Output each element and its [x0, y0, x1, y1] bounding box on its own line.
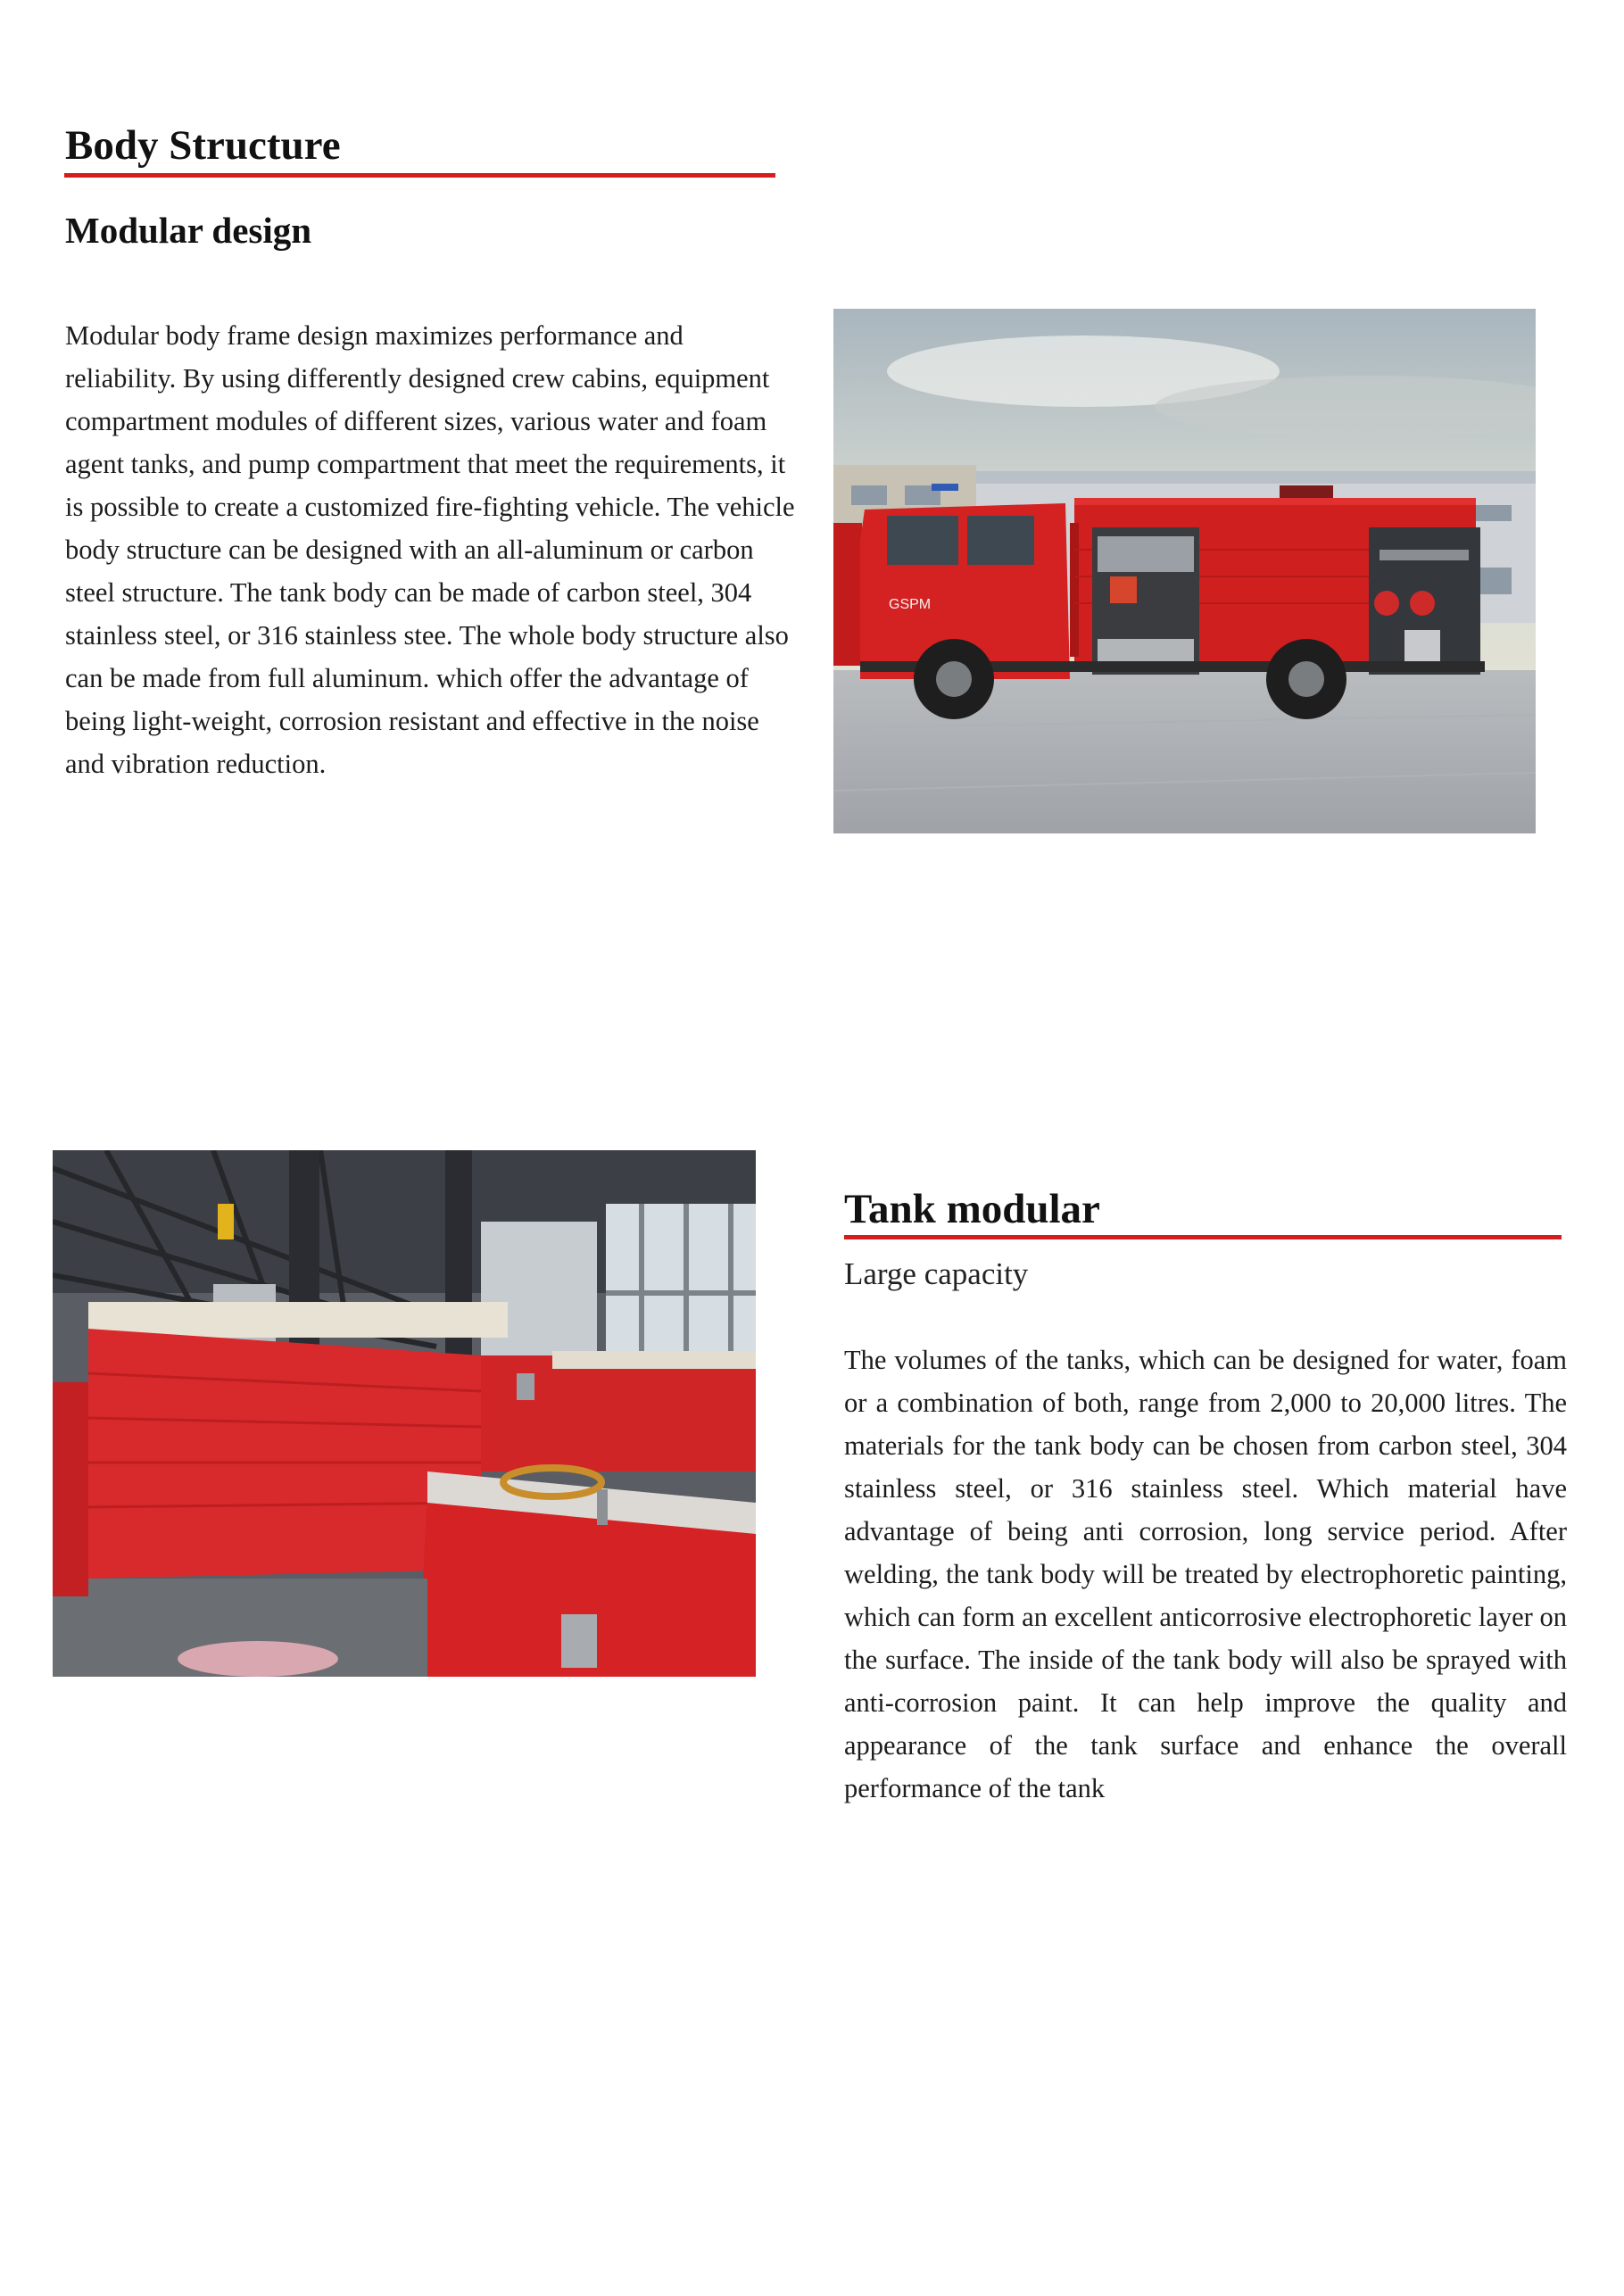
- section-title-tank-modular: Tank modular: [844, 1186, 1100, 1232]
- section-body-text: Modular body frame design maximizes performance and reliability. By using differently designed crew cabins, equipment compartment modules of different sizes, various water and foam agent tanks, and pump compartment that meet the requirements, it is possible to create a customized fire-fighting vehicle. The vehicle body structure can be designed with an all-aluminum or carbon steel structure. The tank body can be made of carbon steel, 304 stainless steel, or 316 stainless stee. The whole body structure also can be made from full aluminum. which offer the advantage of being light-weight, corrosion resistant and effective in the noise and vibration reduction.: [65, 320, 795, 779]
- door-lettering: GSPM: [889, 597, 932, 612]
- fire-truck-photo: [833, 309, 1536, 833]
- section-title-body-structure: Body Structure: [65, 122, 341, 169]
- tank-modules-photo: [53, 1150, 756, 1677]
- section-subtitle-modular-design: Modular design: [65, 210, 312, 251]
- tank-body-text: The volumes of the tanks, which can be designed for water, foam or a combination of both, range from 2,000 to 20,000 litres. The materials for the tank body can be chosen from carbon steel, 304 stainless steel, or 316 stainless steel. Which material have advantage of being anti corrosion, long service period. After welding, the tank body will be treated by electrophoretic painting, which can form an excellent anticorrosive electrophoretic layer on the surface. The inside of the tank body will also be sprayed with anti-corrosion paint. It can help improve the quality and appearance of the tank surface and enhance the overall performance of the tank: [844, 1345, 1567, 1803]
- title-underline-2: [844, 1235, 1562, 1239]
- section-subtitle-large-capacity: Large capacity: [844, 1256, 1029, 1291]
- title-underline: [64, 173, 775, 178]
